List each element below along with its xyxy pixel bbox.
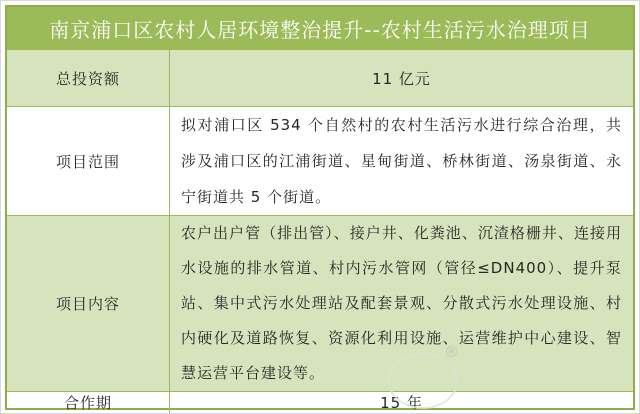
row-label-project-scope: 项目范围 <box>7 107 170 215</box>
table-row-cooperation-period <box>7 391 633 413</box>
row-value-cell <box>170 392 633 413</box>
row-value-project-scope: 拟对浦口区 534 个自然村的农村生活污水进行综合治理，共涉及浦口区的江浦街道、星甸街道、桥林街道、汤泉街道、永宁街道共 5 个街道。 <box>181 116 622 206</box>
table-row-project-scope <box>7 106 633 215</box>
row-label-total-investment: 总投资额 <box>7 50 170 106</box>
registered-trademark-icon: ® <box>444 343 459 361</box>
row-value-total-investment: 11 亿元 <box>372 69 431 88</box>
project-info-table <box>5 5 635 410</box>
row-value-cell <box>170 216 633 391</box>
row-value-project-content: 农户出户管（排出管）、接户井、化粪池、沉渣格栅井、连接用水设施的排水管道、村内污水管网（管径≤DN400）、提升泵站、集中式污水处理站及配套景观、分散式污水处理设施、村内硬化及道路恢复、资源化利用设施、运营维护中心建设、智慧运营平台建设等。 <box>181 224 622 382</box>
table-row-total-investment <box>7 49 633 106</box>
row-value-cell <box>170 107 633 215</box>
row-value-cell <box>170 50 633 106</box>
row-label-project-content: 项目内容 <box>7 216 170 391</box>
row-label-cooperation-period: 合作期 <box>7 392 170 413</box>
row-value-cooperation-period: 15 年 <box>380 394 423 412</box>
table-row-project-content <box>7 215 633 391</box>
table-title: 南京浦口区农村人居环境整治提升--农村生活污水治理项目 <box>7 7 633 49</box>
